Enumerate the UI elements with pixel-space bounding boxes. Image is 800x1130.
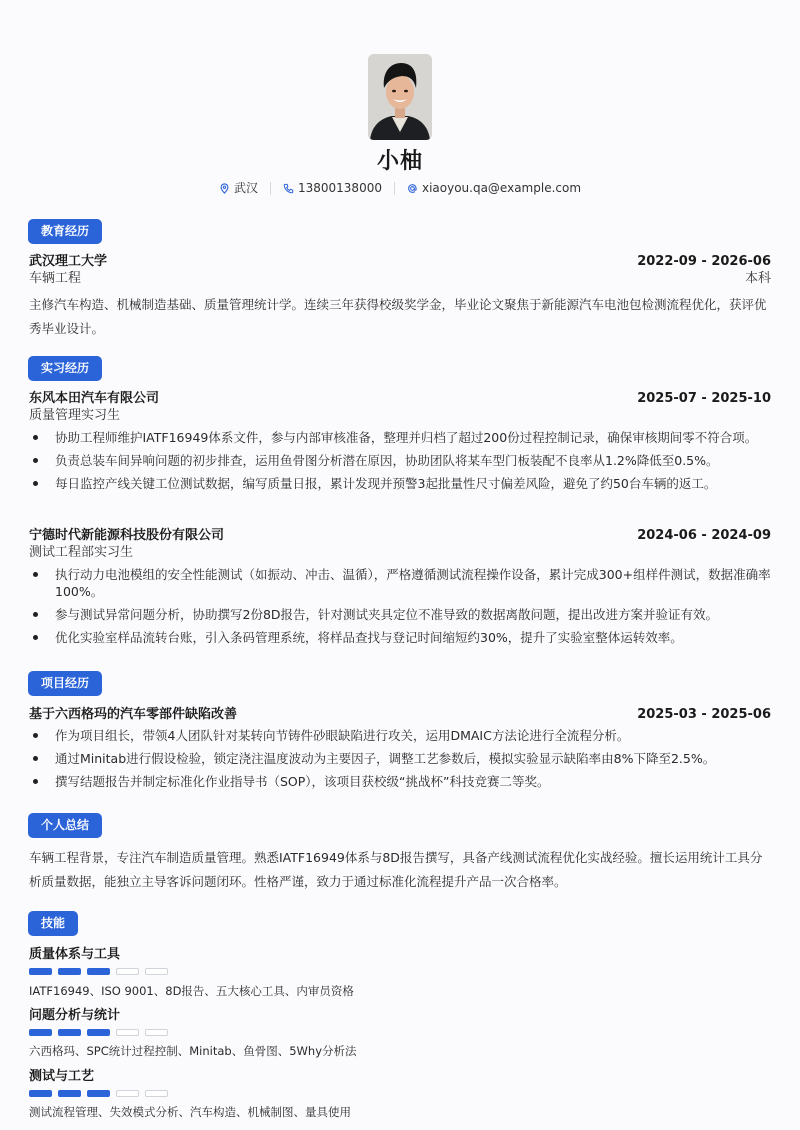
role: 质量管理实习生 (29, 408, 121, 423)
level-segment-filled (87, 1090, 110, 1097)
list-item: 通过Minitab进行假设检验，锁定浇注温度波动为主要因子，调整工艺参数后，模拟实验显示缺陷率由8%下降至2.5%。 (29, 750, 771, 767)
level-segment-filled (58, 1029, 81, 1036)
summary-text: 车辆工程背景，专注汽车制造质量管理。熟悉IATF16949体系与8D报告撰写，具备产线测试流程优化实战经验。擅长运用统计工具分析质量数据，能独立主导客诉问题闭环。性格严谨，致力于通过标准化流程提升产品一次合格率。 (29, 850, 763, 889)
level-segment-filled (29, 1090, 52, 1097)
list-item: 参与测试异常问题分析，协助撰写2份8D报告，针对测试夹具定位不准导致的数据离散问题，提出改进方案并验证有效。 (29, 606, 771, 623)
skill-description: 测试流程管理、失效模式分析、汽车构造、机械制图、量具使用 (29, 1105, 351, 1119)
list-item: 撰写结题报告并制定标准化作业指导书（SOP），该项目获校级“挑战杯”科技竞赛二等奖。 (29, 773, 771, 790)
section-internship-tag: 实习经历 (28, 356, 102, 381)
project-title: 基于六西格玛的汽车零部件缺陷改善 (29, 707, 238, 722)
level-segment-empty (145, 1029, 168, 1036)
section-skills-tag: 技能 (28, 911, 78, 936)
skill-description: 六西格玛、SPC统计过程控制、Minitab、鱼骨图、5Why分析法 (29, 1044, 357, 1058)
skill-level-bar (29, 1090, 168, 1097)
list-item: 优化实验室样品流转台账，引入条码管理系统，将样品查找与登记时间缩短约30%，提升了实验室整体运转效率。 (29, 629, 771, 646)
candidate-name: 小柚 (376, 149, 423, 174)
internship-role-row (29, 544, 771, 562)
level-segment-filled (29, 1029, 52, 1036)
level-segment-empty (145, 1090, 168, 1097)
at-icon (407, 183, 418, 194)
skill-level-bar (29, 968, 168, 975)
education-header (29, 253, 771, 271)
project-date: 2025-03 - 2025-06 (637, 707, 771, 722)
internship-header (29, 390, 771, 408)
level-segment-empty (145, 968, 168, 975)
contact-email (407, 180, 581, 196)
major: 车辆工程 (29, 271, 82, 286)
resume-header (0, 54, 800, 196)
phone-icon (283, 183, 294, 194)
education-subheader (29, 270, 771, 288)
internship-date: 2024-06 - 2024-09 (637, 528, 771, 543)
avatar (368, 54, 432, 140)
internship-bullets (29, 429, 771, 498)
skill-level-bar (29, 1029, 168, 1036)
internship-date: 2025-07 - 2025-10 (637, 391, 771, 406)
education-date: 2022-09 - 2026-06 (637, 254, 771, 269)
divider (394, 182, 395, 195)
company-name: 宁德时代新能源科技股份有限公司 (29, 528, 225, 543)
contact-phone (283, 180, 382, 196)
list-item: 作为项目组长，带领4人团队针对某转向节铸件砂眼缺陷进行攻关，运用DMAIC方法论进行全流程分析。 (29, 727, 771, 744)
skill-title: 质量体系与工具 (29, 947, 121, 962)
section-summary-tag: 个人总结 (28, 813, 102, 838)
section-education-tag: 教育经历 (28, 219, 102, 244)
project-header (29, 706, 771, 724)
level-segment-filled (87, 1029, 110, 1036)
level-segment-filled (58, 1090, 81, 1097)
list-item: 协助工程师维护IATF16949体系文件，参与内部审核准备，整理并归档了超过200份过程控制记录，确保审核期间零不符合项。 (29, 429, 771, 446)
degree: 本科 (744, 271, 771, 286)
contact-location (219, 180, 258, 196)
divider (270, 182, 271, 195)
email-text[interactable]: xiaoyou.qa@example.com (421, 181, 582, 195)
education-description: 主修汽车构造、机械制造基础、质量管理统计学。连续三年获得校级奖学金，毕业论文聚焦于新能源汽车电池包检测流程优化，获评优秀毕业设计。 (29, 297, 767, 336)
section-project-tag: 项目经历 (28, 671, 102, 696)
avatar-photo-icon (368, 54, 432, 140)
internship-bullets (29, 566, 771, 652)
internship-header (29, 527, 771, 545)
level-segment-empty (116, 1029, 139, 1036)
school-name: 武汉理工大学 (29, 254, 108, 269)
location-text: 武汉 (233, 181, 258, 195)
level-segment-empty (116, 1090, 139, 1097)
company-name: 东风本田汽车有限公司 (29, 391, 160, 406)
internship-role-row (29, 407, 771, 425)
phone-text[interactable]: 13800138000 (297, 181, 382, 195)
list-item: 每日监控产线关键工位测试数据，编写质量日报，累计发现并预警3起批量性尺寸偏差风险，避免了约50台车辆的返工。 (29, 475, 771, 492)
skill-title: 问题分析与统计 (29, 1008, 121, 1023)
level-segment-empty (116, 968, 139, 975)
location-pin-icon (219, 183, 230, 194)
role: 测试工程部实习生 (29, 545, 134, 560)
list-item: 执行动力电池模组的安全性能测试（如振动、冲击、温循），严格遵循测试流程操作设备，累计完成300+组样件测试，数据准确率100%。 (29, 566, 771, 600)
list-item: 负责总装车间异响问题的初步排查，运用鱼骨图分析潜在原因，协助团队将某车型门板装配不良率从1.2%降低至0.5%。 (29, 452, 771, 469)
level-segment-filled (87, 968, 110, 975)
skill-description: IATF16949、ISO 9001、8D报告、五大核心工具、内审员资格 (29, 984, 354, 998)
contact-info (0, 180, 800, 196)
level-segment-filled (29, 968, 52, 975)
project-bullets (29, 727, 771, 796)
skill-title: 测试与工艺 (29, 1069, 95, 1084)
level-segment-filled (58, 968, 81, 975)
